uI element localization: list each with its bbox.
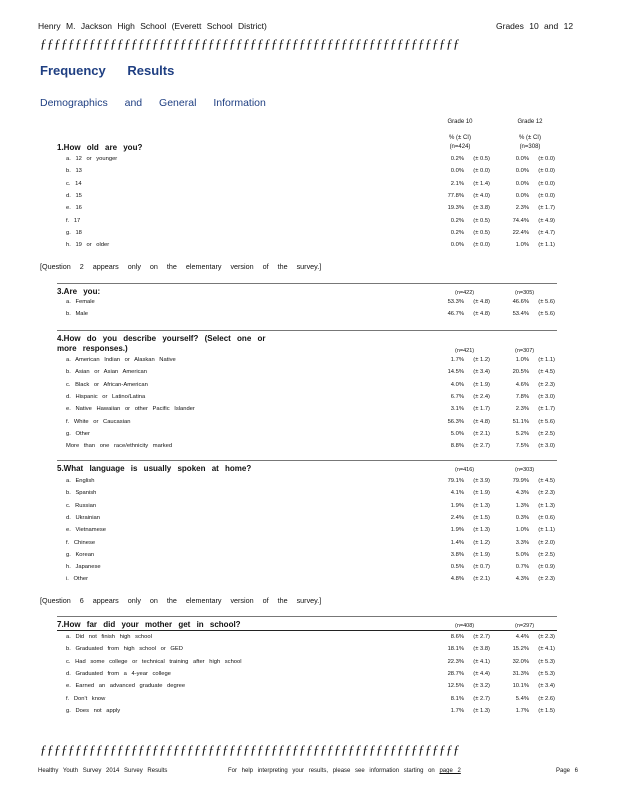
grade10-percent: 18.1% xyxy=(447,646,464,653)
response-row xyxy=(0,228,618,239)
question-1-label: 1.How old are you? xyxy=(57,143,143,152)
grade12-percent: 4.3% xyxy=(515,490,529,497)
grade12-percent: 5.4% xyxy=(515,695,529,702)
response-row xyxy=(0,404,618,415)
question-4-label: 4.How do you describe yourself? (Select one or more responses.) xyxy=(57,334,266,353)
grade10-percent: 4.8% xyxy=(450,576,464,583)
response-label: a. American Indian or Alaskan Native xyxy=(66,357,176,363)
response-label: g. Other xyxy=(66,430,90,437)
question-7-label: 7.How far did your mother get in school? xyxy=(57,620,241,629)
grade10-percent: 8.1% xyxy=(450,695,464,702)
grade12-percent: 1.0% xyxy=(515,357,529,363)
grade12-ci: (± 0.0) xyxy=(538,192,555,199)
grade12-percent: 1.7% xyxy=(515,707,529,714)
grade12-percent: 0.7% xyxy=(515,564,529,571)
grade10-ci: (± 2.4) xyxy=(473,393,490,400)
grade10-ci: (± 1.7) xyxy=(473,406,490,413)
response-label: d. Hispanic or Latino/Latina xyxy=(66,393,146,400)
response-label: c. Russian xyxy=(66,502,97,509)
question-3-label: 3.Are you: xyxy=(57,287,101,296)
grade12-percent: 4.4% xyxy=(515,634,529,640)
grade12-percent: 3.3% xyxy=(515,539,529,546)
grade12-percent: 32.0% xyxy=(512,658,529,665)
grade10-ci: (± 0.0) xyxy=(473,168,490,175)
response-label: e. 16 xyxy=(66,205,82,212)
response-label: e. Vietnamese xyxy=(66,527,106,534)
grade12-percent: 51.1% xyxy=(512,418,529,425)
grade10-percent: 3.8% xyxy=(450,551,464,558)
grade10-ci: (± 1.9) xyxy=(473,381,490,388)
response-label: a. Did not finish high school xyxy=(66,634,152,640)
response-label: a. Female xyxy=(66,299,95,305)
response-label: b. Graduated from high school or GED xyxy=(66,646,183,653)
col-grade12-header: Grade 12 % (± CI) (n=308) xyxy=(517,119,543,150)
grade10-percent: 1.9% xyxy=(450,527,464,534)
response-label: b. Male xyxy=(66,311,89,318)
grade12-percent: 0.3% xyxy=(515,514,529,521)
grade12-ci: (± 5.3) xyxy=(538,670,555,677)
grade10-ci: (± 1.2) xyxy=(473,357,490,363)
grade12-ci: (± 2.3) xyxy=(538,490,555,497)
grade10-ci: (± 1.3) xyxy=(473,527,490,534)
response-row xyxy=(0,380,618,391)
response-label: e. Earned an advanced graduate degree xyxy=(66,683,186,690)
grade12-ci: (± 5.6) xyxy=(538,311,555,318)
grade12-ci: (± 4.9) xyxy=(538,217,555,224)
grade10-percent: 79.1% xyxy=(447,478,464,484)
grade12-ci: (± 1.1) xyxy=(538,357,555,363)
grade12-ci: (± 1.7) xyxy=(538,406,555,413)
grade10-percent: 28.7% xyxy=(447,670,464,677)
response-label: f. White or Caucasian xyxy=(66,418,131,425)
grade12-ci: (± 2.6) xyxy=(538,695,555,702)
grade10-ci: (± 1.9) xyxy=(473,551,490,558)
section-subtitle: Demographics and General Information xyxy=(40,97,266,109)
footer-left: Healthy Youth Survey 2014 Survey Results xyxy=(38,768,168,774)
grade10-percent: 1.7% xyxy=(450,707,464,714)
grade12-percent: 15.2% xyxy=(512,646,529,653)
grade10-percent: 0.0% xyxy=(450,168,464,175)
grade10-ci: (± 4.8) xyxy=(473,299,490,305)
grade10-ci: (± 2.1) xyxy=(473,430,490,437)
response-row xyxy=(0,240,618,251)
note-question-2: [Question 2 appears only on the elementary version of the survey.] xyxy=(40,262,322,271)
grade10-percent: 56.3% xyxy=(447,418,464,425)
grade10-ci: (± 0.5) xyxy=(473,217,490,224)
grade12-ci: (± 5.3) xyxy=(538,658,555,665)
grade10-ci: (± 3.8) xyxy=(473,646,490,653)
grade12-ci: (± 2.0) xyxy=(538,539,555,546)
grade12-ci: (± 4.5) xyxy=(538,369,555,376)
response-row xyxy=(0,694,618,705)
grade12-ci: (± 1.3) xyxy=(538,502,555,509)
response-label: f. Chinese xyxy=(66,539,96,546)
question-4-n-grade12: (n=307) xyxy=(515,348,535,354)
grade10-percent: 4.0% xyxy=(450,381,464,388)
separator-line-bottom: ƒƒƒƒƒƒƒƒƒƒƒƒƒƒƒƒƒƒƒƒƒƒƒƒƒƒƒƒƒƒƒƒƒƒƒƒƒƒƒƒƒƒƒƒƒƒƒƒƒƒƒƒƒƒƒƒƒƒƒƒ xyxy=(40,742,460,757)
grade10-percent: 46.7% xyxy=(447,311,464,318)
response-row xyxy=(0,166,618,177)
grade12-ci: (± 0.0) xyxy=(538,180,555,187)
footer-help-text: For help interpreting your results, please see information starting on xyxy=(228,768,435,774)
response-label: g. 18 xyxy=(66,229,82,236)
response-row xyxy=(0,476,618,487)
grade12-percent: 5.2% xyxy=(515,430,529,437)
divider xyxy=(57,283,557,284)
grade12-ci: (± 1.5) xyxy=(538,707,555,714)
grade10-ci: (± 4.8) xyxy=(473,311,490,318)
grade12-ci: (± 0.0) xyxy=(538,156,555,162)
grade12-ci: (± 3.4) xyxy=(538,683,555,690)
grade10-percent: 8.6% xyxy=(450,634,464,640)
grade10-percent: 19.3% xyxy=(447,205,464,212)
grade12-ci: (± 3.0) xyxy=(538,393,555,400)
grade12-ci: (± 4.5) xyxy=(538,478,555,484)
response-label: h. Japanese xyxy=(66,564,101,571)
grade12-ci: (± 2.3) xyxy=(538,381,555,388)
grade10-ci: (± 3.8) xyxy=(473,205,490,212)
response-row xyxy=(0,525,618,536)
response-label: g. Korean xyxy=(66,551,95,558)
grade12-ci: (± 4.7) xyxy=(538,229,555,236)
grade10-percent: 6.7% xyxy=(450,393,464,400)
response-label: More than one race/ethnicity marked xyxy=(66,443,173,450)
response-label: b. Asian or Asian American xyxy=(66,369,147,376)
grade10-ci: (± 3.9) xyxy=(473,478,490,484)
grade12-percent: 1.0% xyxy=(515,242,529,249)
grade12-percent: 46.6% xyxy=(512,299,529,305)
response-label: c. Black or African-American xyxy=(66,381,148,388)
response-row xyxy=(0,644,618,655)
col-grade10-header: Grade 10 % (± CI) (n=424) xyxy=(447,119,473,150)
response-row xyxy=(0,367,618,378)
question-3-n-grade12: (n=305) xyxy=(515,290,535,296)
response-row xyxy=(0,488,618,499)
grade10-percent: 77.8% xyxy=(447,192,464,199)
grade10-ci: (± 3.4) xyxy=(473,369,490,376)
grade10-percent: 1.7% xyxy=(450,357,464,363)
grade12-ci: (± 2.5) xyxy=(538,430,555,437)
grade12-percent: 7.8% xyxy=(515,393,529,400)
grade10-ci: (± 1.2) xyxy=(473,539,490,546)
grade10-ci: (± 1.3) xyxy=(473,502,490,509)
grade12-percent: 0.0% xyxy=(515,168,529,175)
grade10-ci: (± 1.5) xyxy=(473,514,490,521)
response-row xyxy=(0,550,618,561)
grade12-percent: 0.0% xyxy=(515,156,529,162)
page-2-link[interactable]: page 2 xyxy=(439,768,461,774)
grade12-percent: 1.3% xyxy=(515,502,529,509)
grade10-percent: 0.2% xyxy=(450,229,464,236)
question-4-n-grade10: (n=421) xyxy=(455,348,475,354)
footer-help xyxy=(228,768,461,774)
grade12-percent: 74.4% xyxy=(512,217,529,224)
grade10-ci: (± 4.0) xyxy=(473,192,490,199)
grade12-percent: 53.4% xyxy=(512,311,529,318)
response-label: e. Native Hawaiian or other Pacific Islander xyxy=(66,406,195,413)
response-label: d. Graduated from a 4-year college xyxy=(66,670,171,677)
response-row xyxy=(0,417,618,428)
grade12-percent: 31.3% xyxy=(512,670,529,677)
response-row xyxy=(0,501,618,512)
grade10-ci: (± 1.4) xyxy=(473,180,490,187)
grade12-ci: (± 0.9) xyxy=(538,564,555,571)
grade10-percent: 0.2% xyxy=(450,217,464,224)
question-3-n-grade10: (n=422) xyxy=(455,290,475,296)
response-label: d. Ukrainian xyxy=(66,514,100,521)
grade12-ci: (± 2.3) xyxy=(538,634,555,640)
response-row xyxy=(0,706,618,717)
grade10-ci: (± 4.8) xyxy=(473,418,490,425)
grade10-percent: 12.5% xyxy=(447,683,464,690)
grade10-percent: 1.9% xyxy=(450,502,464,509)
grade12-ci: (± 4.1) xyxy=(538,646,555,653)
response-label: a. 12 or younger xyxy=(66,156,118,162)
grade10-ci: (± 4.1) xyxy=(473,658,490,665)
response-row xyxy=(0,538,618,549)
question-7-n-grade12: (n=297) xyxy=(515,623,535,629)
grade10-ci: (± 1.9) xyxy=(473,490,490,497)
grades-header: Grades 10 and 12 xyxy=(496,21,574,31)
response-row xyxy=(0,191,618,202)
response-row xyxy=(0,216,618,227)
footer-page-number: Page 6 xyxy=(556,768,579,774)
grade12-percent: 0.0% xyxy=(515,192,529,199)
school-header: Henry M. Jackson High School (Everett School District) xyxy=(38,21,267,31)
grade10-percent: 2.4% xyxy=(450,514,464,521)
grade12-percent: 79.9% xyxy=(512,478,529,484)
response-row xyxy=(0,355,618,366)
note-question-6: [Question 6 appears only on the elementary version of the survey.] xyxy=(40,596,322,605)
grade12-percent: 7.5% xyxy=(515,443,529,450)
response-row xyxy=(0,681,618,692)
grade10-ci: (± 3.2) xyxy=(473,683,490,690)
grade10-percent: 3.1% xyxy=(450,406,464,413)
response-label: c. Had some college or technical training after high school xyxy=(66,658,242,665)
grade12-percent: 22.4% xyxy=(512,229,529,236)
grade12-ci: (± 1.1) xyxy=(538,527,555,534)
grade10-ci: (± 4.4) xyxy=(473,670,490,677)
grade12-ci: (± 0.0) xyxy=(538,168,555,175)
response-row xyxy=(0,657,618,668)
grade10-ci: (± 1.3) xyxy=(473,707,490,714)
response-row xyxy=(0,297,618,308)
response-label: f. Don't know xyxy=(66,695,106,702)
question-5-n-grade10: (n=416) xyxy=(455,467,475,473)
grade10-ci: (± 2.7) xyxy=(473,443,490,450)
question-7-n-grade10: (n=408) xyxy=(455,623,475,629)
response-row xyxy=(0,669,618,680)
response-label: b. Spanish xyxy=(66,490,97,497)
divider xyxy=(57,460,557,461)
response-label: h. 19 or older xyxy=(66,242,110,249)
response-row xyxy=(0,203,618,214)
grade12-ci: (± 5.6) xyxy=(538,299,555,305)
grade12-percent: 10.1% xyxy=(512,683,529,690)
divider xyxy=(57,616,557,617)
grade12-percent: 4.3% xyxy=(515,576,529,583)
grade12-percent: 1.0% xyxy=(515,527,529,534)
question-5-label: 5.What language is usually spoken at home? xyxy=(57,464,252,473)
grade12-ci: (± 3.0) xyxy=(538,443,555,450)
response-label: c. 14 xyxy=(66,180,82,187)
separator-line-top: ƒƒƒƒƒƒƒƒƒƒƒƒƒƒƒƒƒƒƒƒƒƒƒƒƒƒƒƒƒƒƒƒƒƒƒƒƒƒƒƒƒƒƒƒƒƒƒƒƒƒƒƒƒƒƒƒƒƒƒƒ xyxy=(40,36,460,51)
grade10-ci: (± 0.0) xyxy=(473,242,490,249)
response-label: a. English xyxy=(66,478,95,484)
grade12-percent: 0.0% xyxy=(515,180,529,187)
grade12-percent: 2.3% xyxy=(515,406,529,413)
grade12-percent: 4.6% xyxy=(515,381,529,388)
grade12-ci: (± 2.5) xyxy=(538,551,555,558)
divider xyxy=(57,330,557,331)
grade10-percent: 8.8% xyxy=(450,443,464,450)
response-row xyxy=(0,392,618,403)
grade10-percent: 53.3% xyxy=(447,299,464,305)
response-label: f. 17 xyxy=(66,217,81,224)
grade10-ci: (± 2.7) xyxy=(473,634,490,640)
grade10-ci: (± 0.5) xyxy=(473,229,490,236)
grade10-percent: 22.3% xyxy=(447,658,464,665)
grade12-percent: 2.3% xyxy=(515,205,529,212)
grade12-percent: 5.0% xyxy=(515,551,529,558)
response-row xyxy=(0,574,618,585)
response-row xyxy=(0,632,618,643)
divider xyxy=(57,630,557,631)
response-row xyxy=(0,154,618,165)
response-row xyxy=(0,179,618,190)
grade12-ci: (± 1.1) xyxy=(538,242,555,249)
response-row xyxy=(0,513,618,524)
grade10-percent: 1.4% xyxy=(450,539,464,546)
grade10-percent: 0.5% xyxy=(450,564,464,571)
grade10-ci: (± 0.7) xyxy=(473,564,490,571)
grade10-percent: 4.1% xyxy=(450,490,464,497)
response-label: g. Does not apply xyxy=(66,707,121,714)
response-label: d. 15 xyxy=(66,192,82,199)
grade10-percent: 0.2% xyxy=(450,156,464,162)
grade12-ci: (± 1.7) xyxy=(538,205,555,212)
grade10-percent: 2.1% xyxy=(450,180,464,187)
response-label: i. Other xyxy=(66,576,89,583)
question-5-n-grade12: (n=303) xyxy=(515,467,535,473)
grade10-percent: 0.0% xyxy=(450,242,464,249)
grade12-ci: (± 0.6) xyxy=(538,514,555,521)
response-row xyxy=(0,441,618,452)
grade10-percent: 5.0% xyxy=(450,430,464,437)
grade10-ci: (± 0.5) xyxy=(473,156,490,162)
response-row xyxy=(0,429,618,440)
grade12-percent: 20.5% xyxy=(512,369,529,376)
grade12-ci: (± 2.3) xyxy=(538,576,555,583)
response-row xyxy=(0,562,618,573)
response-label: b. 13 xyxy=(66,168,82,175)
grade12-ci: (± 5.6) xyxy=(538,418,555,425)
grade10-percent: 14.5% xyxy=(447,369,464,376)
grade10-ci: (± 2.1) xyxy=(473,576,490,583)
page-title: Frequency Results xyxy=(40,63,175,78)
grade10-ci: (± 2.7) xyxy=(473,695,490,702)
response-row xyxy=(0,309,618,320)
